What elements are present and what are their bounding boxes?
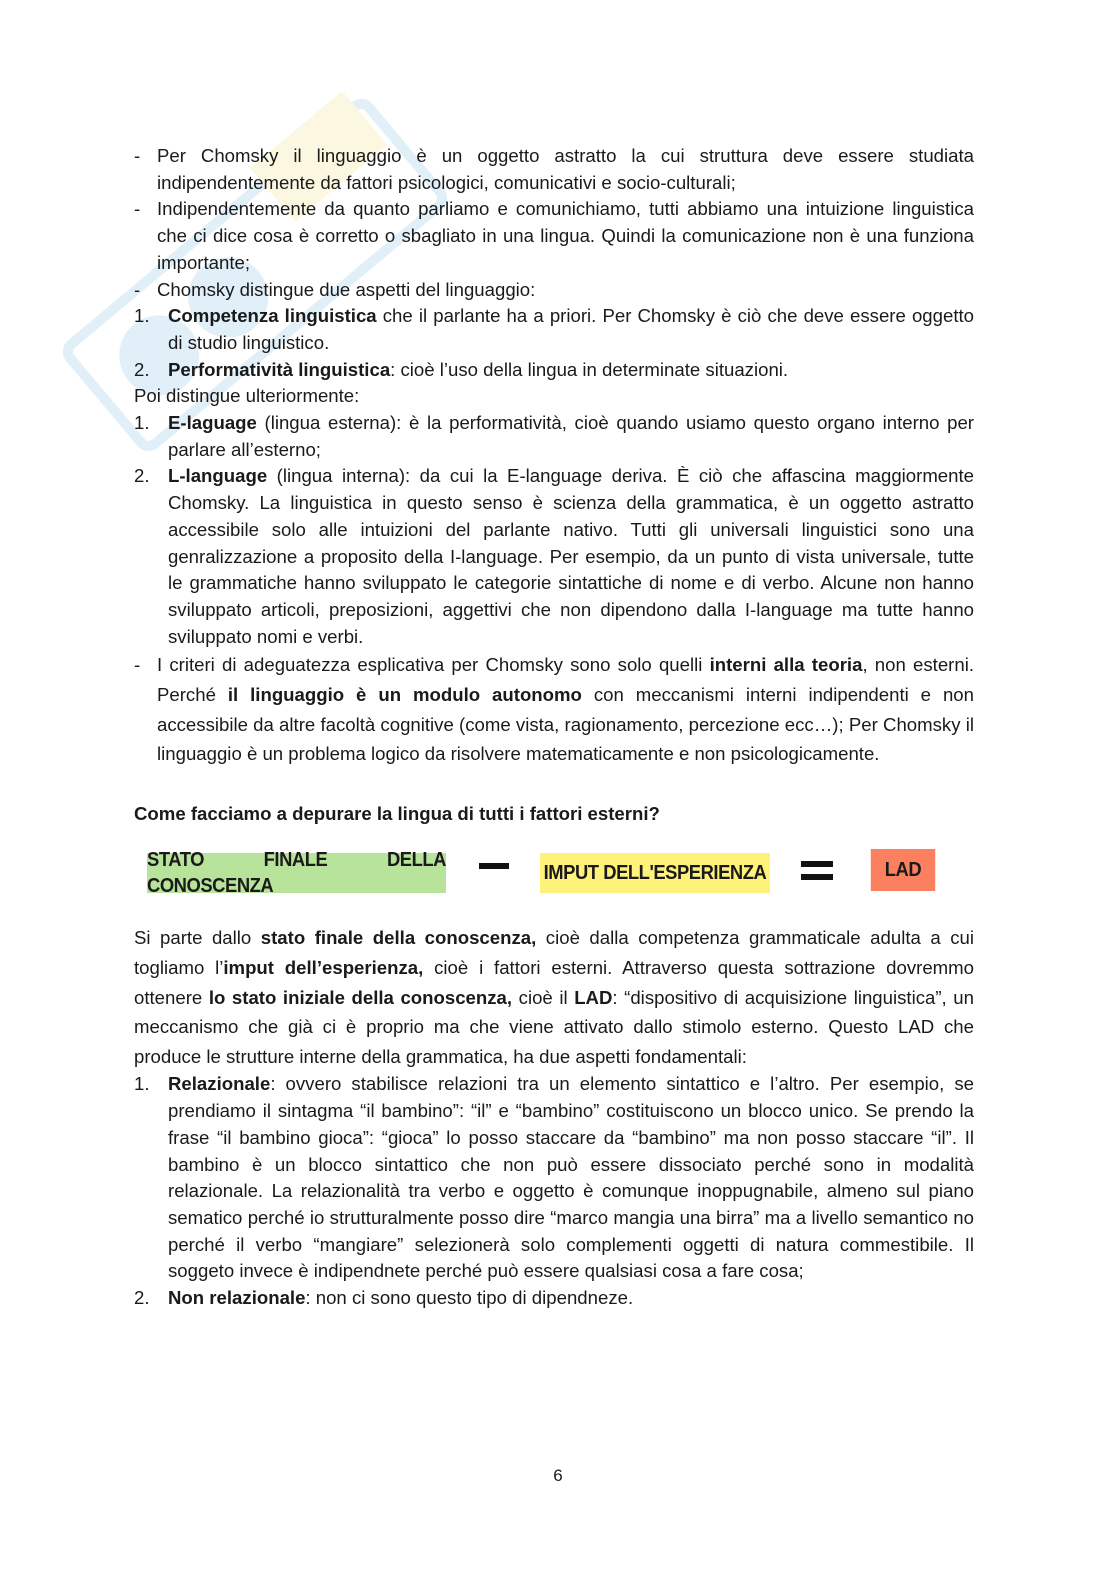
equals-sign-bottom	[801, 874, 833, 880]
numbered-item: 2. Performatività linguistica: cioè l’uso della lingua in determinate situazioni.	[134, 358, 789, 380]
formula-diagram	[134, 848, 974, 898]
dash-marker: -	[134, 654, 141, 676]
numbered-item: 2. Non relazionale: non ci sono questo tipo di dipendneze.	[134, 1287, 634, 1309]
dash-marker: -	[134, 278, 141, 300]
page-number: 6	[553, 1466, 563, 1485]
formula-result-lad: LAD	[871, 849, 935, 891]
bullet-item: - I criteri di adeguatezza esplicativa per Chomsky sono solo quelli interni alla teoria, non esterni. Perché il linguaggio è un modulo autonomo con meccanismi interni indipendenti e non accessibile da altre facoltà cognitive (come vista, ragionamento, percezione ecc…); Per Chomsky il linguaggio è un problema logico da risolvere matematicamente e non psicologicamente.	[134, 650, 974, 768]
bullet-item: - Per Chomsky il linguaggio è un oggetto astratto la cui struttura deve essere studiata indipendentemente da fattori psicologici, comunicativi e socio-culturali;	[134, 145, 974, 193]
section-heading: Come facciamo a depurare la lingua di tutti i fattori esterni?	[134, 802, 660, 824]
lad-paragraph: Si parte dallo stato finale della conoscenza, cioè dalla competenza grammaticale adulta a cui togliamo l’imput dell’esperienza, cioè i fattori esterni. Attraverso questa sottrazione dovremmo ottenere lo stato iniziale della conoscenza, cioè il LAD: “dispositivo di acquisizione linguistica”, un meccanismo che già ci è proprio ma che viene attivato dallo stimolo esterno. Questo LAD che produce le strutture interne della grammatica, ha due aspetti fondamentali:	[134, 927, 974, 1067]
numbered-item: 1. E-laguage (lingua esterna): è la performatività, cioè quando usiamo questo organo interno per parlare all’esterno;	[134, 412, 974, 460]
minus-sign	[479, 863, 509, 869]
bullet-item: - Indipendentemente da quanto parliamo e comunichiamo, tutti abbiamo una intuizione linguistica che ci dice cosa è corretto o sbagliato in una lingua. Quindi la comunicazione non è una funziona importante;	[134, 198, 974, 273]
formula-term-final-state: STATO FINALE DELLA CONOSCENZA	[147, 848, 446, 898]
equals-sign-top	[801, 861, 833, 867]
further-intro: Poi distingue ulteriormente:	[134, 385, 360, 407]
formula-term-experience-input: IMPUT DELL'ESPERIENZA	[540, 853, 770, 893]
numbered-item: 1. Competenza linguistica che il parlante ha a priori. Per Chomsky è ciò che deve essere oggetto di studio linguistico.	[134, 305, 974, 353]
numbered-item: 1. Relazionale: ovvero stabilisce relazioni tra un elemento sintattico e l’altro. Per esempio, se prendiamo il sintagma “il bambino”: “il” e “bambino” costituiscono un blocco unico. Se prendo la frase “il bambino gioca”: “gioca” lo posso staccare da “bambino” ma non posso staccare “il”. Il bambino è un blocco sintattico che non può essere dissociato perché sono in modalità relazionale. La relazionalità tra verbo e oggetto è comunque inoppugnabile, almeno sul piano sematico perché io strutturalmente posso dire “marco mangia una birra” ma a livello semantico no perché il verbo “mangiare” selezionerà solo complementi oggetti di natura commestibile. Il soggeto invece è indipendnete perché può essere qualsiasi cosa a fare cosa;	[134, 1073, 974, 1282]
dash-marker: -	[134, 145, 141, 166]
dash-marker: -	[134, 198, 141, 220]
numbered-item: 2. L-language (lingua interna): da cui la E-language deriva. È ciò che affascina maggiormente Chomsky. La linguistica in questo senso è scienza della grammatica, è un oggetto astratto accessibile solo alle intuizioni del parlante nativo. Tutti gli universali linguistici sono una genralizzazione a proposito della I-language. Per esempio, da un punto di vista universale, tutte le grammatiche hanno sviluppato le categorie sintattiche di nome e di verbo. Alcune non hanno sviluppato articoli, preposizioni, aggettivi che non dipendono dalla I-language ma tutte hanno sviluppato nomi e verbi.	[134, 465, 974, 647]
document-body	[134, 143, 974, 1312]
bullet-item: - Chomsky distingue due aspetti del linguaggio:	[134, 277, 974, 304]
